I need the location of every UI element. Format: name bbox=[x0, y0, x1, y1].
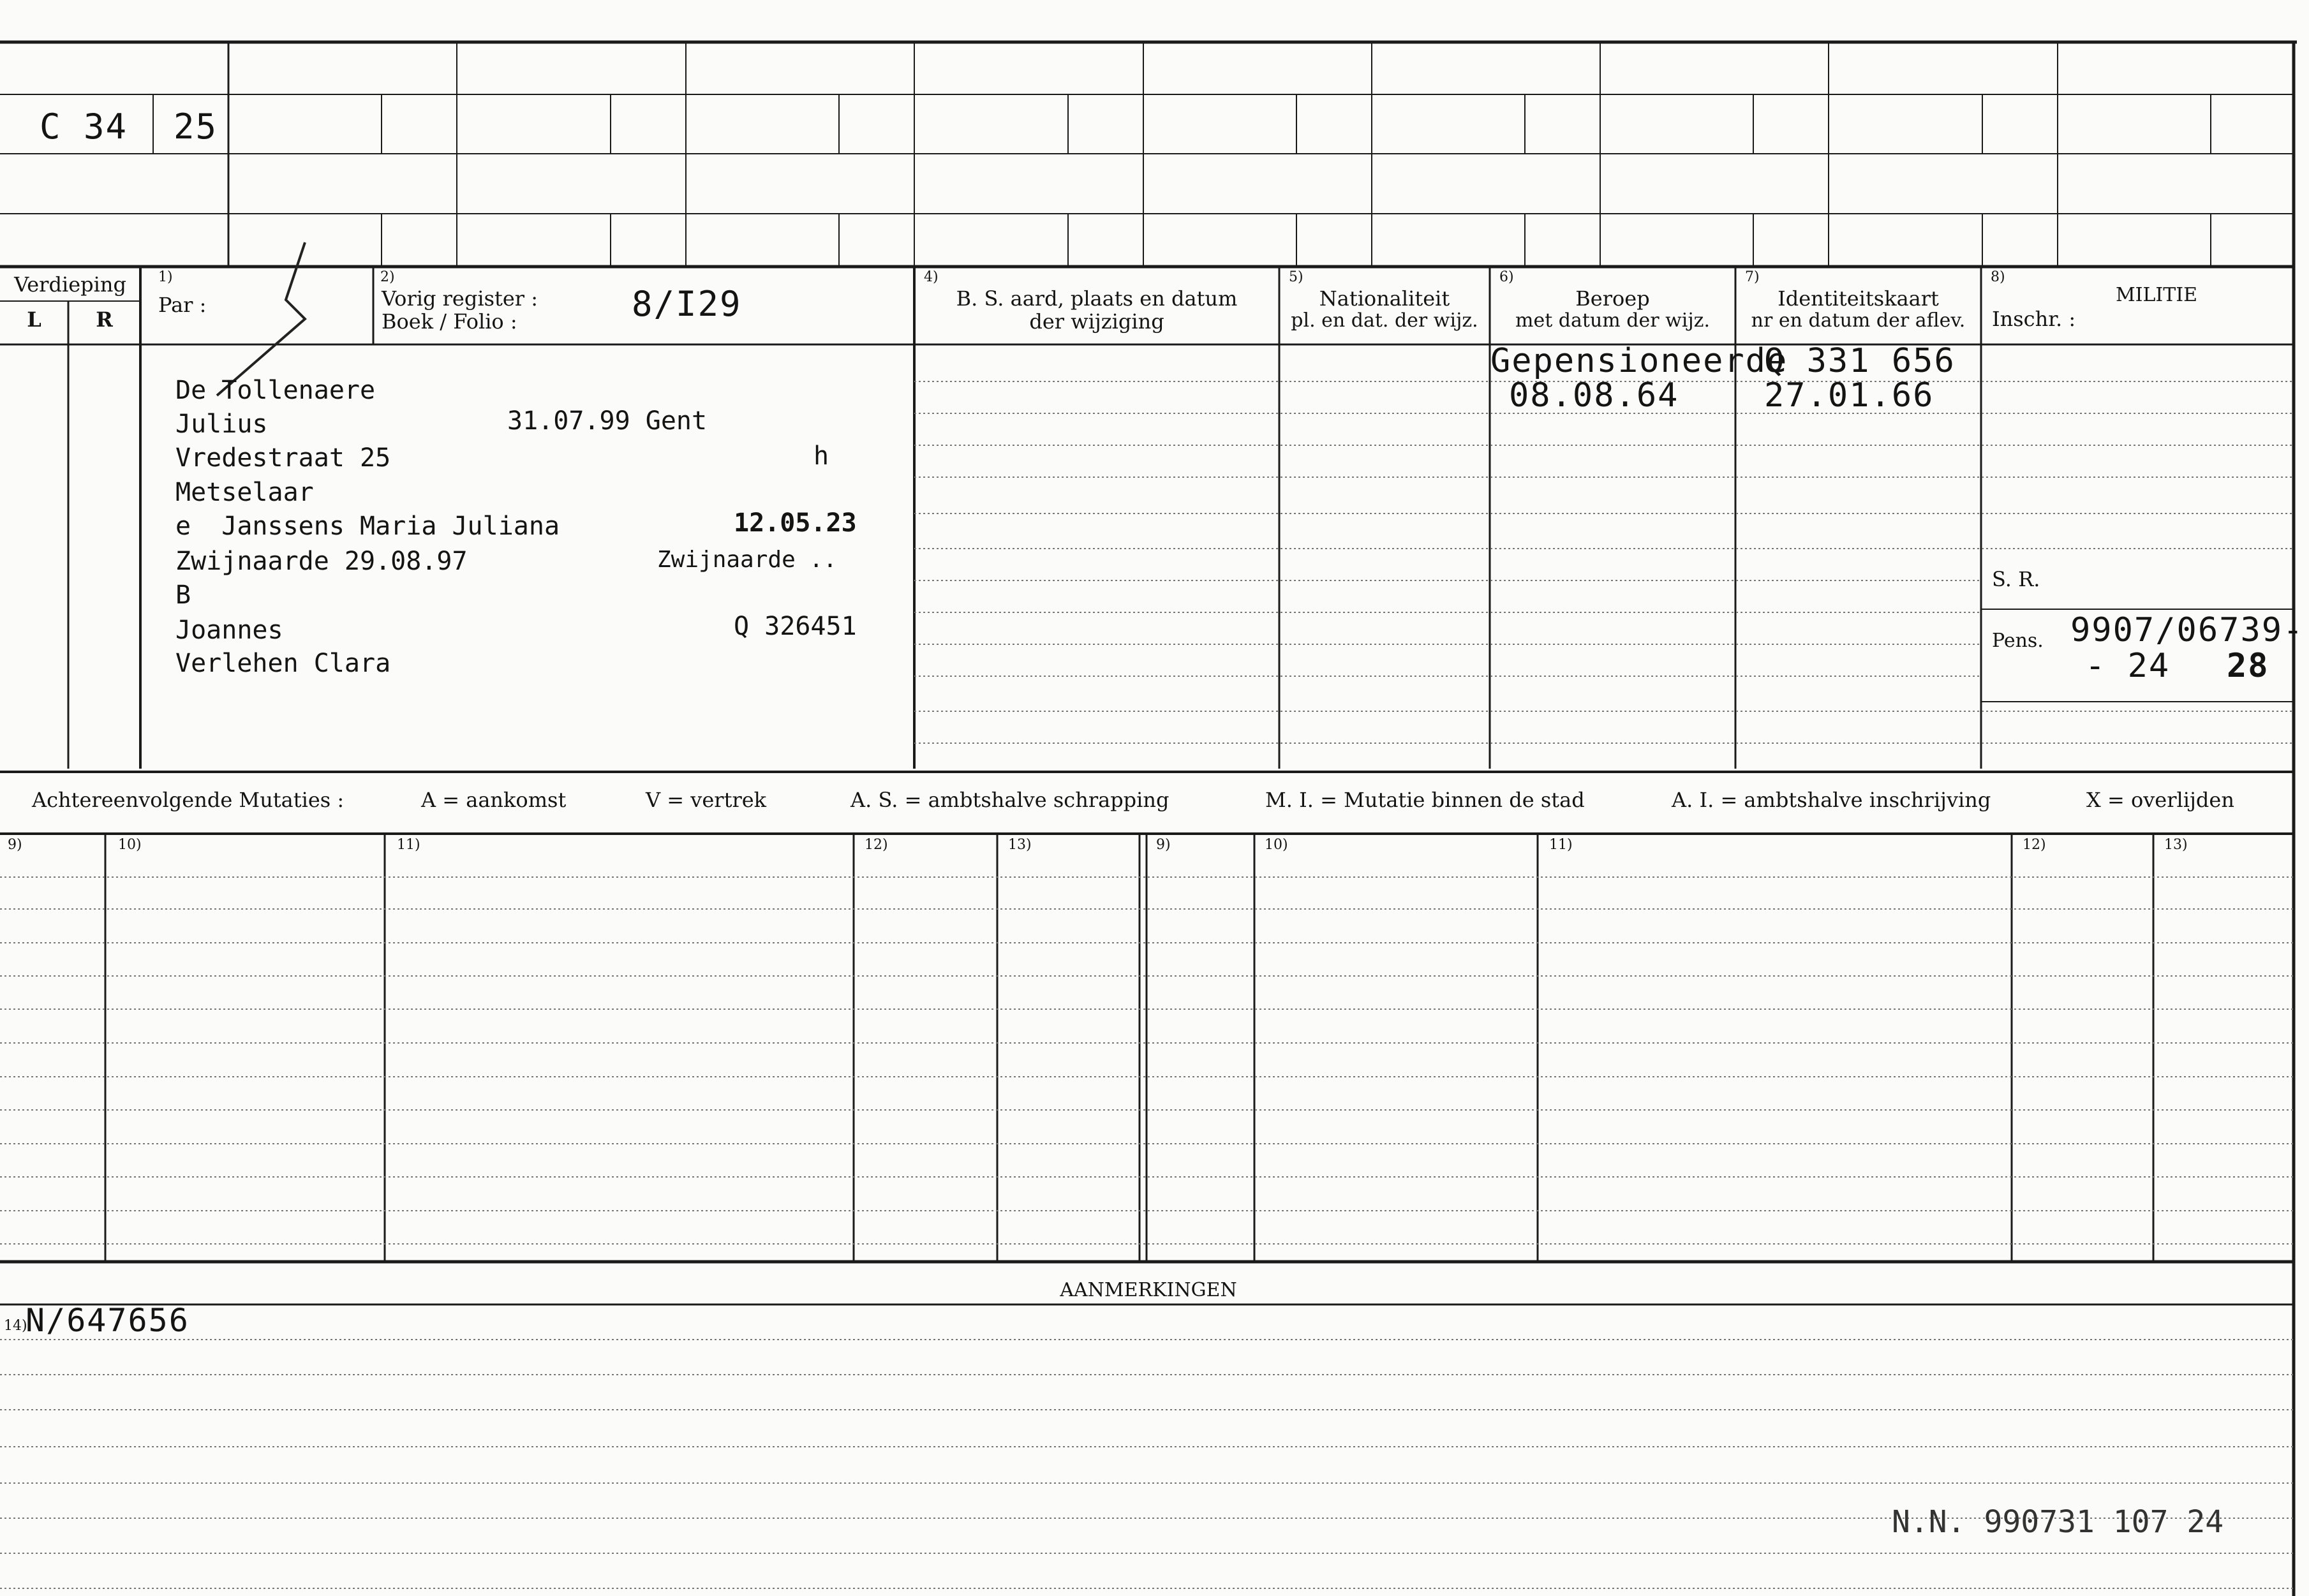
id-label-1: Identiteitskaart bbox=[1778, 286, 1939, 311]
mut-col-9: 9) bbox=[8, 837, 22, 853]
mut-col-10b: 10) bbox=[1265, 837, 1288, 853]
id-card-date: 27.01.66 bbox=[1764, 376, 1934, 415]
legend-mutatie-stad: M. I. = Mutatie binnen de stad bbox=[1265, 788, 1585, 812]
pens-value-3: 28 bbox=[2227, 647, 2269, 685]
beroep-number: 6) bbox=[1499, 269, 1514, 285]
militie-pens: Pens. bbox=[1992, 630, 2044, 652]
mut-col-12: 12) bbox=[865, 837, 888, 853]
person-spouse-date: 12.05.23 bbox=[734, 508, 857, 538]
par-label: Par : bbox=[158, 293, 207, 317]
bs-label-1: B. S. aard, plaats en datum bbox=[956, 286, 1238, 311]
militie-title: MILITIE bbox=[2115, 284, 2198, 306]
person-spouse-birth: Zwijnaarde 29.08.97 bbox=[175, 547, 468, 576]
mut-col-12b: 12) bbox=[2023, 837, 2046, 853]
legend-ambtshalve-schrapping: A. S. = ambtshalve schrapping bbox=[850, 788, 1169, 812]
ref-code: C 34 bbox=[40, 107, 128, 147]
pens-value-2: - 24 bbox=[2085, 647, 2171, 685]
mut-col-13b: 13) bbox=[2164, 837, 2188, 853]
legend-overlijden: X = overlijden bbox=[2086, 788, 2234, 812]
beroep-date: 08.08.64 bbox=[1509, 376, 1679, 415]
mutaties-label: Achtereenvolgende Mutaties : bbox=[32, 788, 345, 812]
vorig-register-label: Vorig register : bbox=[382, 286, 538, 311]
legend-ambtshalve-inschrijving: A. I. = ambtshalve inschrijving bbox=[1672, 788, 1991, 812]
aanmerkingen-title: AANMERKINGEN bbox=[1060, 1279, 1237, 1301]
beroep-label-2: met datum der wijz. bbox=[1515, 309, 1710, 332]
vorig-register-value: 8/I29 bbox=[632, 284, 742, 324]
id-number: 7) bbox=[1745, 269, 1760, 285]
mut-col-10: 10) bbox=[118, 837, 142, 853]
person-birth: 31.07.99 Gent bbox=[507, 406, 708, 436]
militie-number: 8) bbox=[1991, 269, 2005, 285]
id-label-2: nr en datum der aflev. bbox=[1751, 309, 1966, 332]
id-card-value: Q 331 656 bbox=[1764, 342, 1956, 380]
person-first-name: Julius bbox=[175, 410, 268, 439]
bs-label-2: der wijziging bbox=[1029, 309, 1164, 334]
person-marriage-place: Zwijnaarde .. bbox=[657, 547, 837, 573]
militie-inschr: Inschr. : bbox=[1992, 307, 2076, 331]
nat-label-1: Nationaliteit bbox=[1319, 286, 1450, 311]
mut-col-11: 11) bbox=[397, 837, 420, 853]
ref-number: 25 bbox=[174, 107, 218, 147]
aanmerkingen-number: 14) bbox=[4, 1318, 27, 1334]
mut-col-13: 13) bbox=[1008, 837, 1032, 853]
person-father: Joannes bbox=[175, 616, 283, 645]
person-surname: De Tollenaere bbox=[175, 376, 376, 405]
nat-label-2: pl. en dat. der wijz. bbox=[1291, 309, 1478, 332]
militie-sr: S. R. bbox=[1992, 567, 2040, 591]
vorig-number: 2) bbox=[380, 269, 395, 285]
person-card: Q 326451 bbox=[734, 612, 857, 641]
person-h: h bbox=[813, 441, 829, 471]
person-occupation: Metselaar bbox=[175, 478, 314, 507]
beroep-value: Gepensioneerde bbox=[1490, 342, 1788, 380]
nat-number: 5) bbox=[1289, 269, 1303, 285]
person-b: B bbox=[175, 580, 191, 610]
verdieping-l: L bbox=[27, 307, 41, 332]
aanmerkingen-value: N/647656 bbox=[26, 1302, 189, 1339]
pens-value-1: 9907/06739- bbox=[2070, 611, 2305, 649]
verdieping-r: R bbox=[96, 307, 113, 332]
mut-col-11b: 11) bbox=[1549, 837, 1573, 853]
legend-vertrek: V = vertrek bbox=[646, 788, 767, 812]
mut-col-9b: 9) bbox=[1156, 837, 1171, 853]
par-number: 1) bbox=[158, 269, 173, 285]
person-spouse: e Janssens Maria Juliana bbox=[175, 512, 560, 541]
person-mother: Verlehen Clara bbox=[175, 649, 391, 678]
beroep-label-1: Beroep bbox=[1575, 286, 1650, 311]
verdieping-label: Verdieping bbox=[14, 272, 126, 297]
person-address: Vredestraat 25 bbox=[175, 443, 391, 473]
bs-number: 4) bbox=[924, 269, 939, 285]
nn-number: N.N. 990731 107 24 bbox=[1892, 1504, 2224, 1540]
boek-folio-label: Boek / Folio : bbox=[382, 309, 517, 334]
legend-aankomst: A = aankomst bbox=[421, 788, 567, 812]
